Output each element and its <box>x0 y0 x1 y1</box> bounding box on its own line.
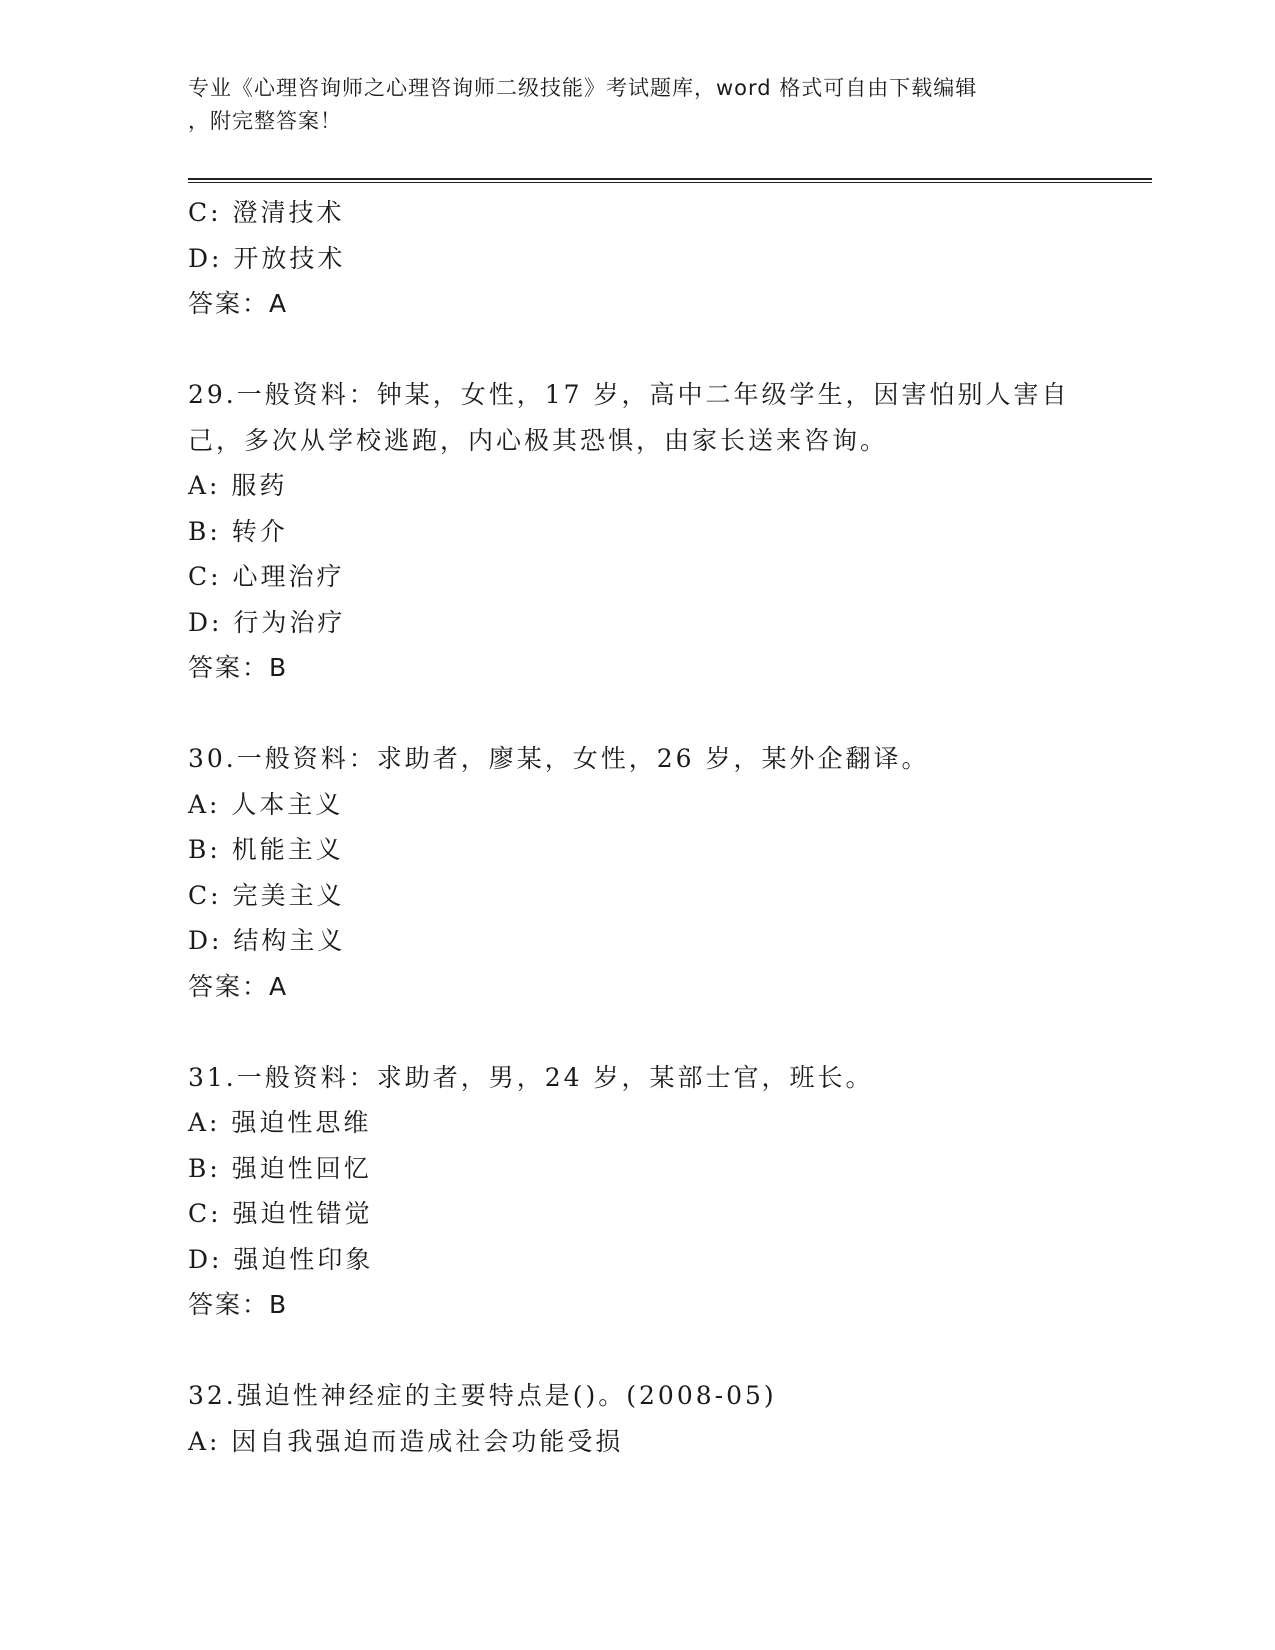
option-d: D: 行为治疗 <box>188 607 346 637</box>
option-c: C: 澄清技术 <box>188 198 345 227</box>
option-a: A: 人本主义 <box>188 789 344 819</box>
question-list <box>188 190 1088 1464</box>
option-a: A: 服药 <box>188 471 288 500</box>
option-a: A: 强迫性思维 <box>188 1108 372 1137</box>
option-d: D: 结构主义 <box>188 926 346 955</box>
question-stem-cont: 己，多次从学校逃跑，内心极其恐惧，由家长送来咨询。 <box>188 425 889 455</box>
option-c: C: 心理治疗 <box>188 562 345 591</box>
question-stem: 30.一般资料：求助者，廖某，女性，26 岁，某外企翻译。 <box>188 744 930 773</box>
question-stem: 32.强迫性神经症的主要特点是()。(2008-05) <box>188 1381 777 1410</box>
option-b: B: 转介 <box>188 516 288 546</box>
option-b: B: 机能主义 <box>188 835 344 864</box>
question-stem: 29.一般资料：钟某，女性，17 岁，高中二年级学生，因害怕别人害自 <box>188 380 1070 409</box>
option-c: C: 完美主义 <box>188 880 345 910</box>
header-line-2: ，附完整答案！ <box>188 109 342 133</box>
question-stem: 31.一般资料：求助者，男，24 岁，某部士官，班长。 <box>188 1062 874 1092</box>
header-divider <box>188 178 1152 183</box>
question-31 <box>188 1055 1088 1328</box>
answer: 答案：A <box>188 971 289 1001</box>
option-a: A: 因自我强迫而造成社会功能受损 <box>188 1426 624 1456</box>
question-30 <box>188 736 1088 1009</box>
answer: 答案：A <box>188 289 289 318</box>
option-d: D: 强迫性印象 <box>188 1244 374 1274</box>
answer: 答案：B <box>188 653 289 682</box>
option-d: D: 开放技术 <box>188 243 346 273</box>
question-29 <box>188 372 1088 691</box>
question-32 <box>188 1373 1088 1464</box>
page-header <box>188 72 1068 138</box>
answer: 答案：B <box>188 1290 289 1319</box>
header-line-1: 专业《心理咨询师之心理咨询师二级技能》考试题库，word 格式可自由下载编辑 <box>188 76 978 100</box>
option-b: B: 强迫性回忆 <box>188 1153 372 1183</box>
option-c: C: 强迫性错觉 <box>188 1199 373 1228</box>
